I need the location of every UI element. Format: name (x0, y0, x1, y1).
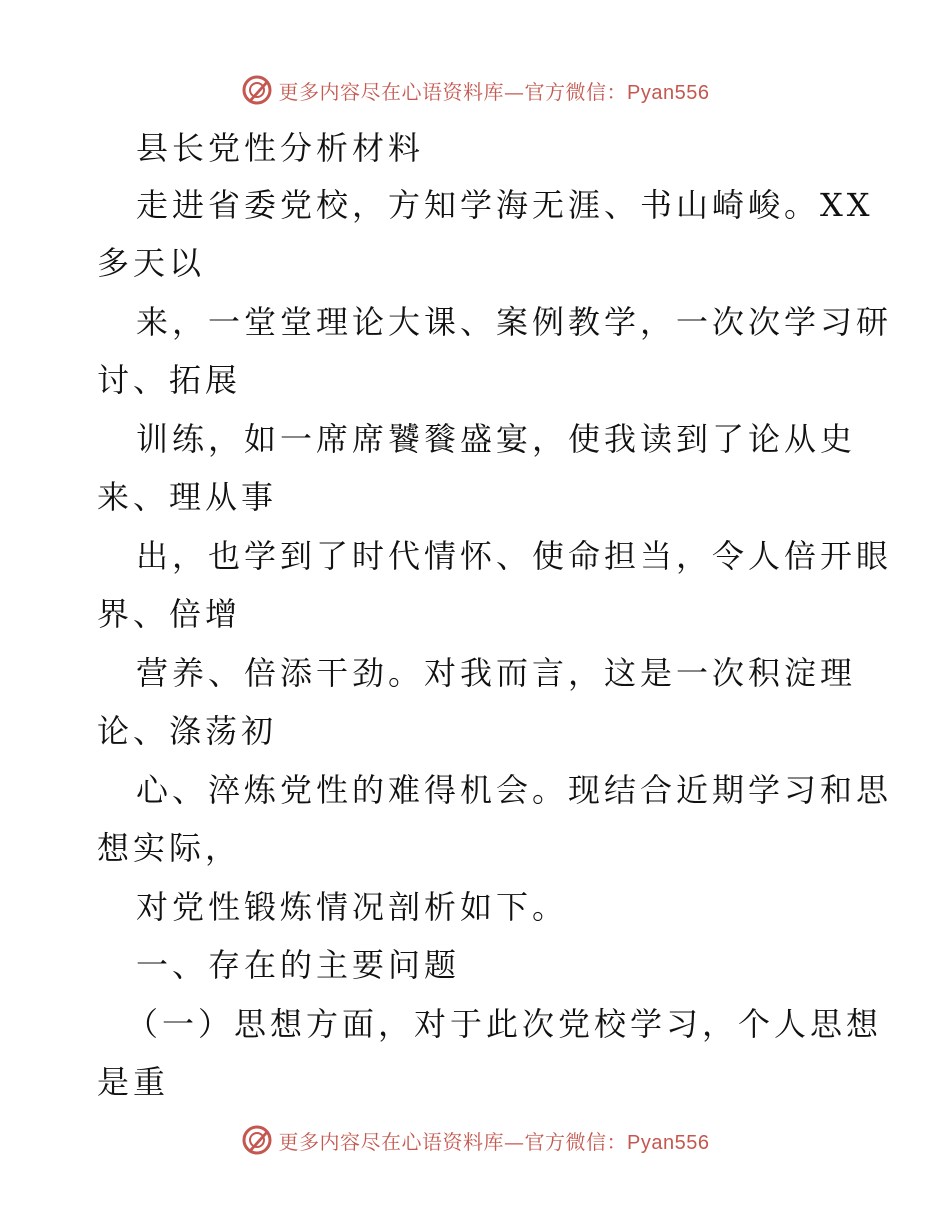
section-heading: 一、存在的主要问题 (136, 946, 461, 984)
footer-wechat-id: Pyan556 (627, 1131, 710, 1154)
subsection-heading-line: （一）思想方面，对于此次党校学习，个人思想 (126, 1005, 883, 1043)
footer-watermark-text: 更多内容尽在心语资料库—官方微信：Pyan556 (278, 1129, 710, 1154)
paragraph-line: 营养、倍添干劲。对我而言，这是一次积淀理 (136, 654, 857, 692)
paragraph-line: 来、理从事 (97, 478, 278, 516)
paragraph-line: 对党性锻炼情况剖析如下。 (136, 888, 569, 926)
header-wechat-id: Pyan556 (627, 81, 710, 104)
red-pen-circle-logo-icon (241, 1124, 273, 1156)
paragraph-line: 想实际， (97, 829, 242, 867)
paragraph-line: 出，也学到了时代情怀、使命担当，令人倍开眼 (136, 537, 893, 575)
paragraph-line: 多天以 (97, 244, 206, 282)
paragraph-line: 心、淬炼党性的难得机会。现结合近期学习和思 (136, 771, 893, 809)
paragraph-line: 是重 (97, 1063, 170, 1101)
paragraph-line: 界、倍增 (97, 595, 242, 633)
header-watermark-text: 更多内容尽在心语资料库—官方微信：Pyan556 (278, 79, 710, 104)
paragraph-line: 来，一堂堂理论大课、案例教学，一次次学习研 (136, 303, 893, 341)
paragraph-line: 走进省委党校，方知学海无涯、书山崎峻。XX (136, 186, 874, 224)
paragraph-line: 讨、拓展 (97, 361, 242, 399)
footer-watermark-banner (0, 1120, 950, 1160)
paragraph-line: 训练，如一席席饕餮盛宴，使我读到了论从史 (136, 420, 857, 458)
paragraph-line: 论、涤荡初 (97, 712, 278, 750)
document-title: 县长党性分析材料 (136, 129, 425, 167)
